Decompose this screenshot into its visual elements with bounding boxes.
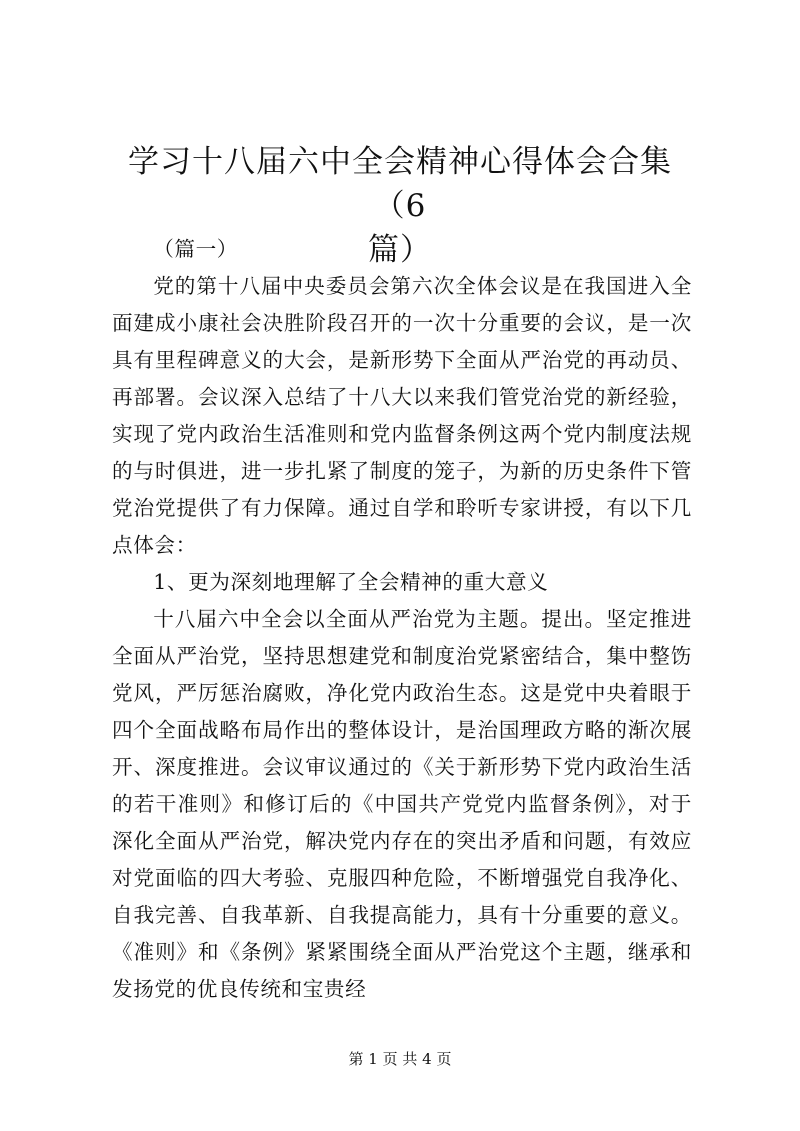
title-line-2: 篇） [368,232,432,268]
section-label: （篇一） [153,237,238,261]
title-line-1: 学习十八届六中全会精神心得体会合集（6 [128,144,672,224]
body-paragraph: 十八届六中全会以全面从严治党为主题。提出。坚定推进全面从严治党，坚持思想建党和制度治党紧密结合，集中整饬党风，严厉惩治腐败，净化党内政治生态。这是党中央着眼于四个全面战略布局作出的整体设计，是治国理政方略的渐次展开、深度推进。会议审议通过的《关于新形势下党内政治生活的若干准则》和修订后的《中国共产党党内监督条例》，对于深化全面从严治党，解决党内存在的突出矛盾和问题，有效应对党面临的四大考验、克服四种危险，不断增强党自我净化、自我完善、自我革新、自我提高能力，具有十分重要的意义。《准则》和《条例》紧紧围绕全面从严治党这个主题，继承和发扬党的优良传统和宝贵经 [112,607,692,1001]
page-footer: 第 1 页 共 4 页 [348,1050,452,1068]
document-body [112,231,692,1008]
body-paragraph: 党的第十八届中央委员会第六次全体会议是在我国进入全面建成小康社会决胜阶段召开的一次十分重要的会议，是一次具有里程碑意义的大会，是新形势下全面从严治党的再动员、再部署。会议深入总结了十八大以来我们管党治党的新经验，实现了党内政治生活准则和党内监督条例这两个党内制度法规的与时俱进，进一步扎紧了制度的笼子，为新的历史条件下管党治党提供了有力保障。通过自学和聆听专家讲授，有以下几点体会： [112,274,692,557]
section-heading: 1、更为深刻地理解了全会精神的重大意义 [153,570,549,594]
